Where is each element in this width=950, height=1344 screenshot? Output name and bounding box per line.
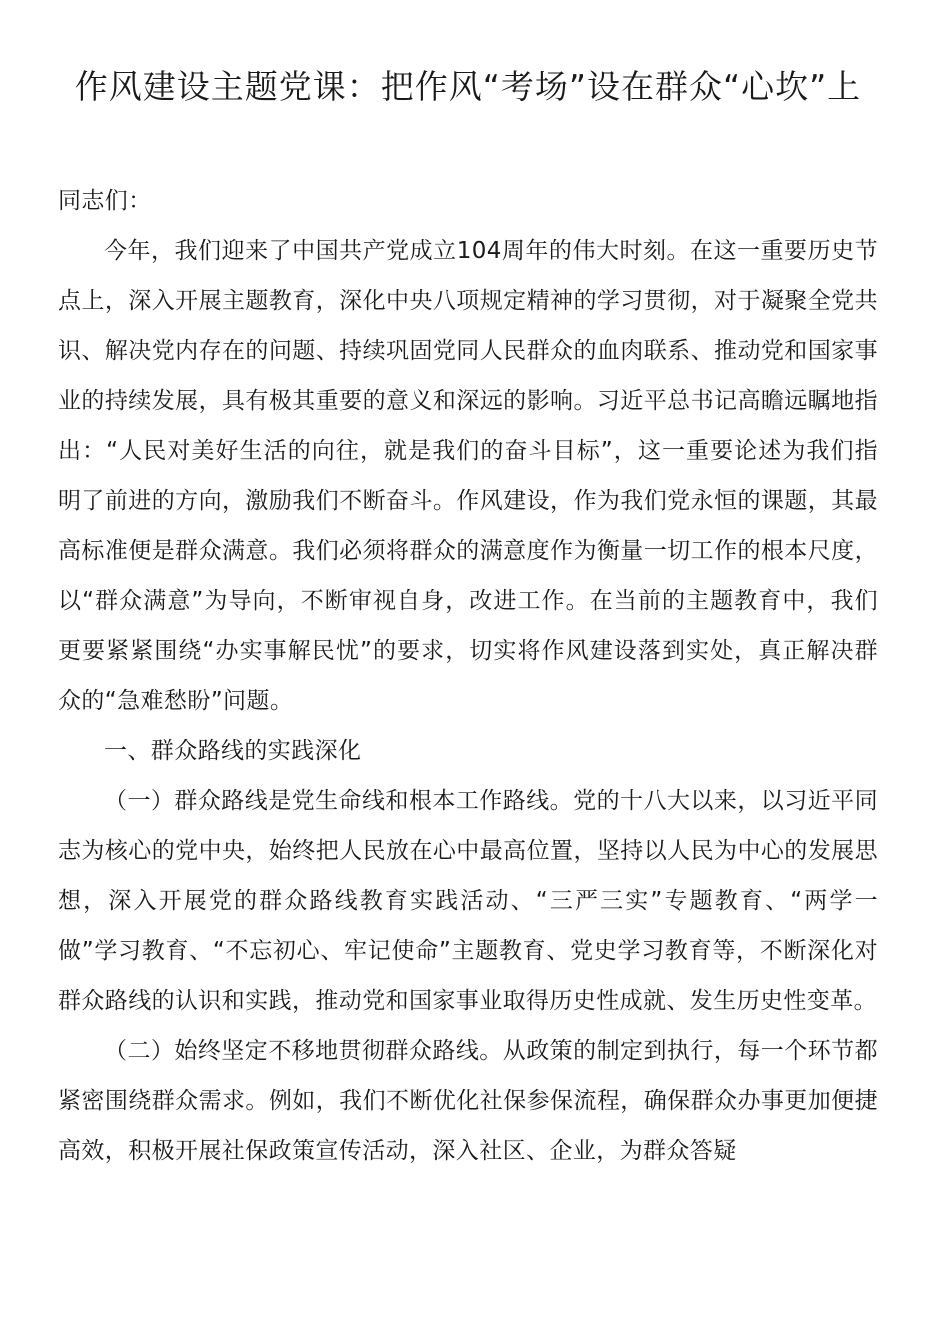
paragraph-intro: 今年，我们迎来了中国共产党成立104周年的伟大时刻。在这一重要历史节点上，深入开展主题教育，深化中央八项规定精神的学习贯彻，对于凝聚全党共识、解决党内存在的问题、持续巩固党同人民群众的血肉联系、推动党和国家事业的持续发展，具有极其重要的意义和深远的影响。习近平总书记高瞻远瞩地指出：“人民对美好生活的向往，就是我们的奋斗目标”，这一重要论述为我们指明了前进的方向，激励我们不断奋斗。作风建设，作为我们党永恒的课题，其最高标准便是群众满意。我们必须将群众的满意度作为衡量一切工作的根本尺度，以“群众满意”为导向，不断审视自身，改进工作。在当前的主题教育中，我们更要紧紧围绕“办实事解民忧”的要求，切实将作风建设落到实处，真正解决群众的“急难愁盼”问题。 [58,238,878,714]
paragraph-1-1: （一）群众路线是党生命线和根本工作路线。党的十八大以来，以习近平同志为核心的党中央，始终把人民放在心中最高位置，坚持以人民为中心的发展思想，深入开展党的群众路线教育实践活动、“三严三实”专题教育、“两学一做”学习教育、“不忘初心、牢记使命”主题教育、党史学习教育等，不断深化对群众路线的认识和实践，推动党和国家事业取得历史性成就、发生历史性变革。 [58,788,878,1014]
section-heading-1: 一、群众路线的实践深化 [104,738,362,764]
document-title: 作风建设主题党课：把作风“考场”设在群众“心坎”上 [74,67,862,106]
salutation: 同志们： [58,188,152,214]
paragraph-1-2: （二）始终坚定不移地贯彻群众路线。从政策的制定到执行，每一个环节都紧密围绕群众需求。例如，我们不断优化社保参保流程，确保群众办事更加便捷高效，积极开展社保政策宣传活动，深入社区、企业，为群众答疑 [58,1038,878,1164]
